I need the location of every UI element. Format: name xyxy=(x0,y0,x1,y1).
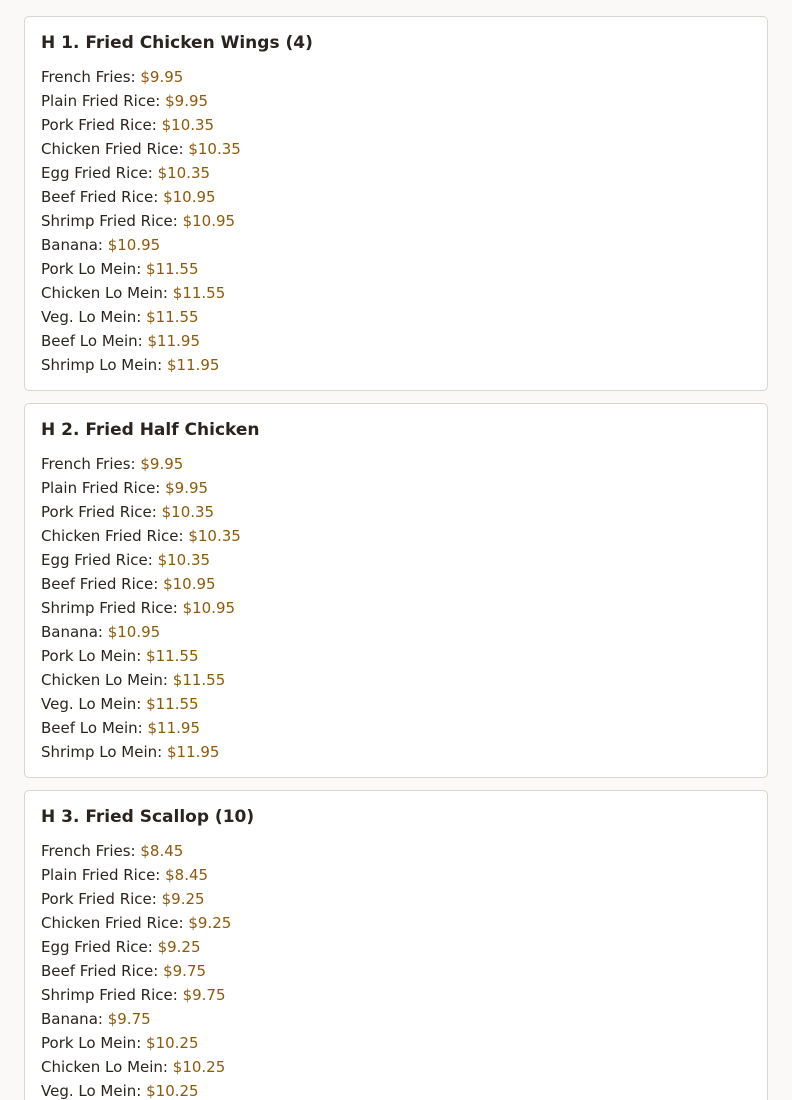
side-option-name: Veg. Lo Mein: xyxy=(41,695,142,713)
side-option-row xyxy=(41,1079,751,1100)
side-option-name: Chicken Lo Mein: xyxy=(41,1058,168,1076)
side-option-price: $11.55 xyxy=(146,647,199,665)
side-option-name: Plain Fried Rice: xyxy=(41,479,161,497)
side-option-name: Pork Fried Rice: xyxy=(41,503,157,521)
side-option-name: Shrimp Fried Rice: xyxy=(41,986,178,1004)
side-option-row xyxy=(41,305,751,329)
side-option-price: $9.95 xyxy=(140,68,184,86)
side-option-price: $11.55 xyxy=(172,284,226,302)
side-option-price: $10.95 xyxy=(107,236,161,254)
side-option-row xyxy=(41,668,751,692)
side-option-name: Chicken Lo Mein: xyxy=(41,284,168,302)
side-option-name: Plain Fried Rice: xyxy=(41,866,161,884)
side-option-name: Pork Fried Rice: xyxy=(41,890,157,908)
side-option-name: French Fries: xyxy=(41,842,136,860)
menu-item-card xyxy=(24,16,768,391)
side-option-name: Banana: xyxy=(41,623,103,641)
side-option-price: $10.35 xyxy=(188,140,241,158)
side-option-name: Shrimp Fried Rice: xyxy=(41,212,178,230)
side-option-price: $10.35 xyxy=(161,116,215,134)
side-option-row xyxy=(41,1031,751,1055)
menu-item-title: H 3. Fried Scallop (10) xyxy=(41,807,255,827)
side-option-price: $9.75 xyxy=(107,1010,151,1028)
side-option-row xyxy=(41,644,751,668)
side-option-row xyxy=(41,452,751,476)
side-option-price: $11.95 xyxy=(166,356,220,374)
side-option-price: $9.25 xyxy=(157,938,201,956)
side-option-name: Shrimp Lo Mein: xyxy=(41,743,163,761)
side-option-name: Chicken Fried Rice: xyxy=(41,140,184,158)
side-option-price: $10.25 xyxy=(172,1058,226,1076)
side-option-row xyxy=(41,692,751,716)
side-option-row xyxy=(41,329,751,353)
side-option-price: $11.95 xyxy=(147,332,201,350)
side-option-price: $10.25 xyxy=(146,1034,199,1052)
side-option-row xyxy=(41,596,751,620)
side-option-row xyxy=(41,65,751,89)
side-option-row xyxy=(41,911,751,935)
side-option-name: Shrimp Fried Rice: xyxy=(41,599,178,617)
side-option-name: Beef Lo Mein: xyxy=(41,332,143,350)
side-option-list xyxy=(41,65,751,377)
side-option-row xyxy=(41,500,751,524)
side-option-price: $9.95 xyxy=(140,455,184,473)
side-option-price: $8.45 xyxy=(165,866,209,884)
side-option-name: Egg Fried Rice: xyxy=(41,164,153,182)
side-option-price: $10.35 xyxy=(157,164,211,182)
side-option-name: Beef Fried Rice: xyxy=(41,575,159,593)
side-option-row xyxy=(41,839,751,863)
side-option-row xyxy=(41,863,751,887)
side-option-row xyxy=(41,572,751,596)
side-option-row xyxy=(41,1007,751,1031)
side-option-row xyxy=(41,161,751,185)
side-option-price: $11.95 xyxy=(147,719,201,737)
side-option-name: Shrimp Lo Mein: xyxy=(41,356,163,374)
side-option-name: Plain Fried Rice: xyxy=(41,92,161,110)
side-option-name: Veg. Lo Mein: xyxy=(41,308,142,326)
side-option-name: Chicken Fried Rice: xyxy=(41,914,184,932)
side-option-price: $11.55 xyxy=(146,695,199,713)
side-option-list xyxy=(41,839,751,1100)
side-option-name: Pork Lo Mein: xyxy=(41,260,142,278)
side-option-price: $10.95 xyxy=(182,599,236,617)
side-option-price: $11.95 xyxy=(166,743,220,761)
side-option-name: Egg Fried Rice: xyxy=(41,938,153,956)
side-option-row xyxy=(41,353,751,377)
side-option-row xyxy=(41,716,751,740)
side-option-row xyxy=(41,209,751,233)
side-option-name: Chicken Fried Rice: xyxy=(41,527,184,545)
side-option-price: $10.95 xyxy=(163,188,216,206)
side-option-price: $9.95 xyxy=(165,92,209,110)
menu-item-card xyxy=(24,790,768,1100)
side-option-row xyxy=(41,959,751,983)
side-option-price: $9.95 xyxy=(165,479,209,497)
side-option-name: French Fries: xyxy=(41,68,136,86)
side-option-row xyxy=(41,137,751,161)
side-option-price: $11.55 xyxy=(172,671,226,689)
side-option-name: Pork Lo Mein: xyxy=(41,647,142,665)
side-option-price: $10.35 xyxy=(161,503,215,521)
side-option-name: Banana: xyxy=(41,236,103,254)
side-option-row xyxy=(41,548,751,572)
menu-item-title: H 1. Fried Chicken Wings (4) xyxy=(41,33,313,53)
side-option-price: $10.35 xyxy=(157,551,211,569)
side-option-price: $9.25 xyxy=(188,914,232,932)
side-option-name: Pork Fried Rice: xyxy=(41,116,157,134)
side-option-name: Chicken Lo Mein: xyxy=(41,671,168,689)
menu-item-title: H 2. Fried Half Chicken xyxy=(41,420,260,440)
side-option-name: Egg Fried Rice: xyxy=(41,551,153,569)
side-option-price: $9.75 xyxy=(163,962,207,980)
side-option-row xyxy=(41,476,751,500)
side-option-price: $9.25 xyxy=(161,890,205,908)
side-option-price: $10.25 xyxy=(146,1082,199,1100)
side-option-name: Banana: xyxy=(41,1010,103,1028)
side-option-row xyxy=(41,233,751,257)
side-option-row xyxy=(41,113,751,137)
side-option-price: $9.75 xyxy=(182,986,226,1004)
side-option-name: Pork Lo Mein: xyxy=(41,1034,142,1052)
side-option-list xyxy=(41,452,751,764)
side-option-name: Beef Lo Mein: xyxy=(41,719,143,737)
side-option-price: $10.35 xyxy=(188,527,241,545)
side-option-row xyxy=(41,935,751,959)
side-option-name: Beef Fried Rice: xyxy=(41,188,159,206)
side-option-price: $10.95 xyxy=(107,623,161,641)
side-option-row xyxy=(41,281,751,305)
side-option-price: $10.95 xyxy=(182,212,236,230)
side-option-price: $8.45 xyxy=(140,842,184,860)
menu-item-card xyxy=(24,403,768,778)
side-option-row xyxy=(41,185,751,209)
side-option-row xyxy=(41,887,751,911)
side-option-row xyxy=(41,1055,751,1079)
side-option-row xyxy=(41,524,751,548)
side-option-price: $11.55 xyxy=(146,308,199,326)
side-option-name: Beef Fried Rice: xyxy=(41,962,159,980)
side-option-row xyxy=(41,89,751,113)
side-option-price: $11.55 xyxy=(146,260,199,278)
side-option-row xyxy=(41,620,751,644)
side-option-row xyxy=(41,983,751,1007)
side-option-row xyxy=(41,257,751,281)
side-option-name: French Fries: xyxy=(41,455,136,473)
side-option-price: $10.95 xyxy=(163,575,216,593)
side-option-row xyxy=(41,740,751,764)
side-option-name: Veg. Lo Mein: xyxy=(41,1082,142,1100)
